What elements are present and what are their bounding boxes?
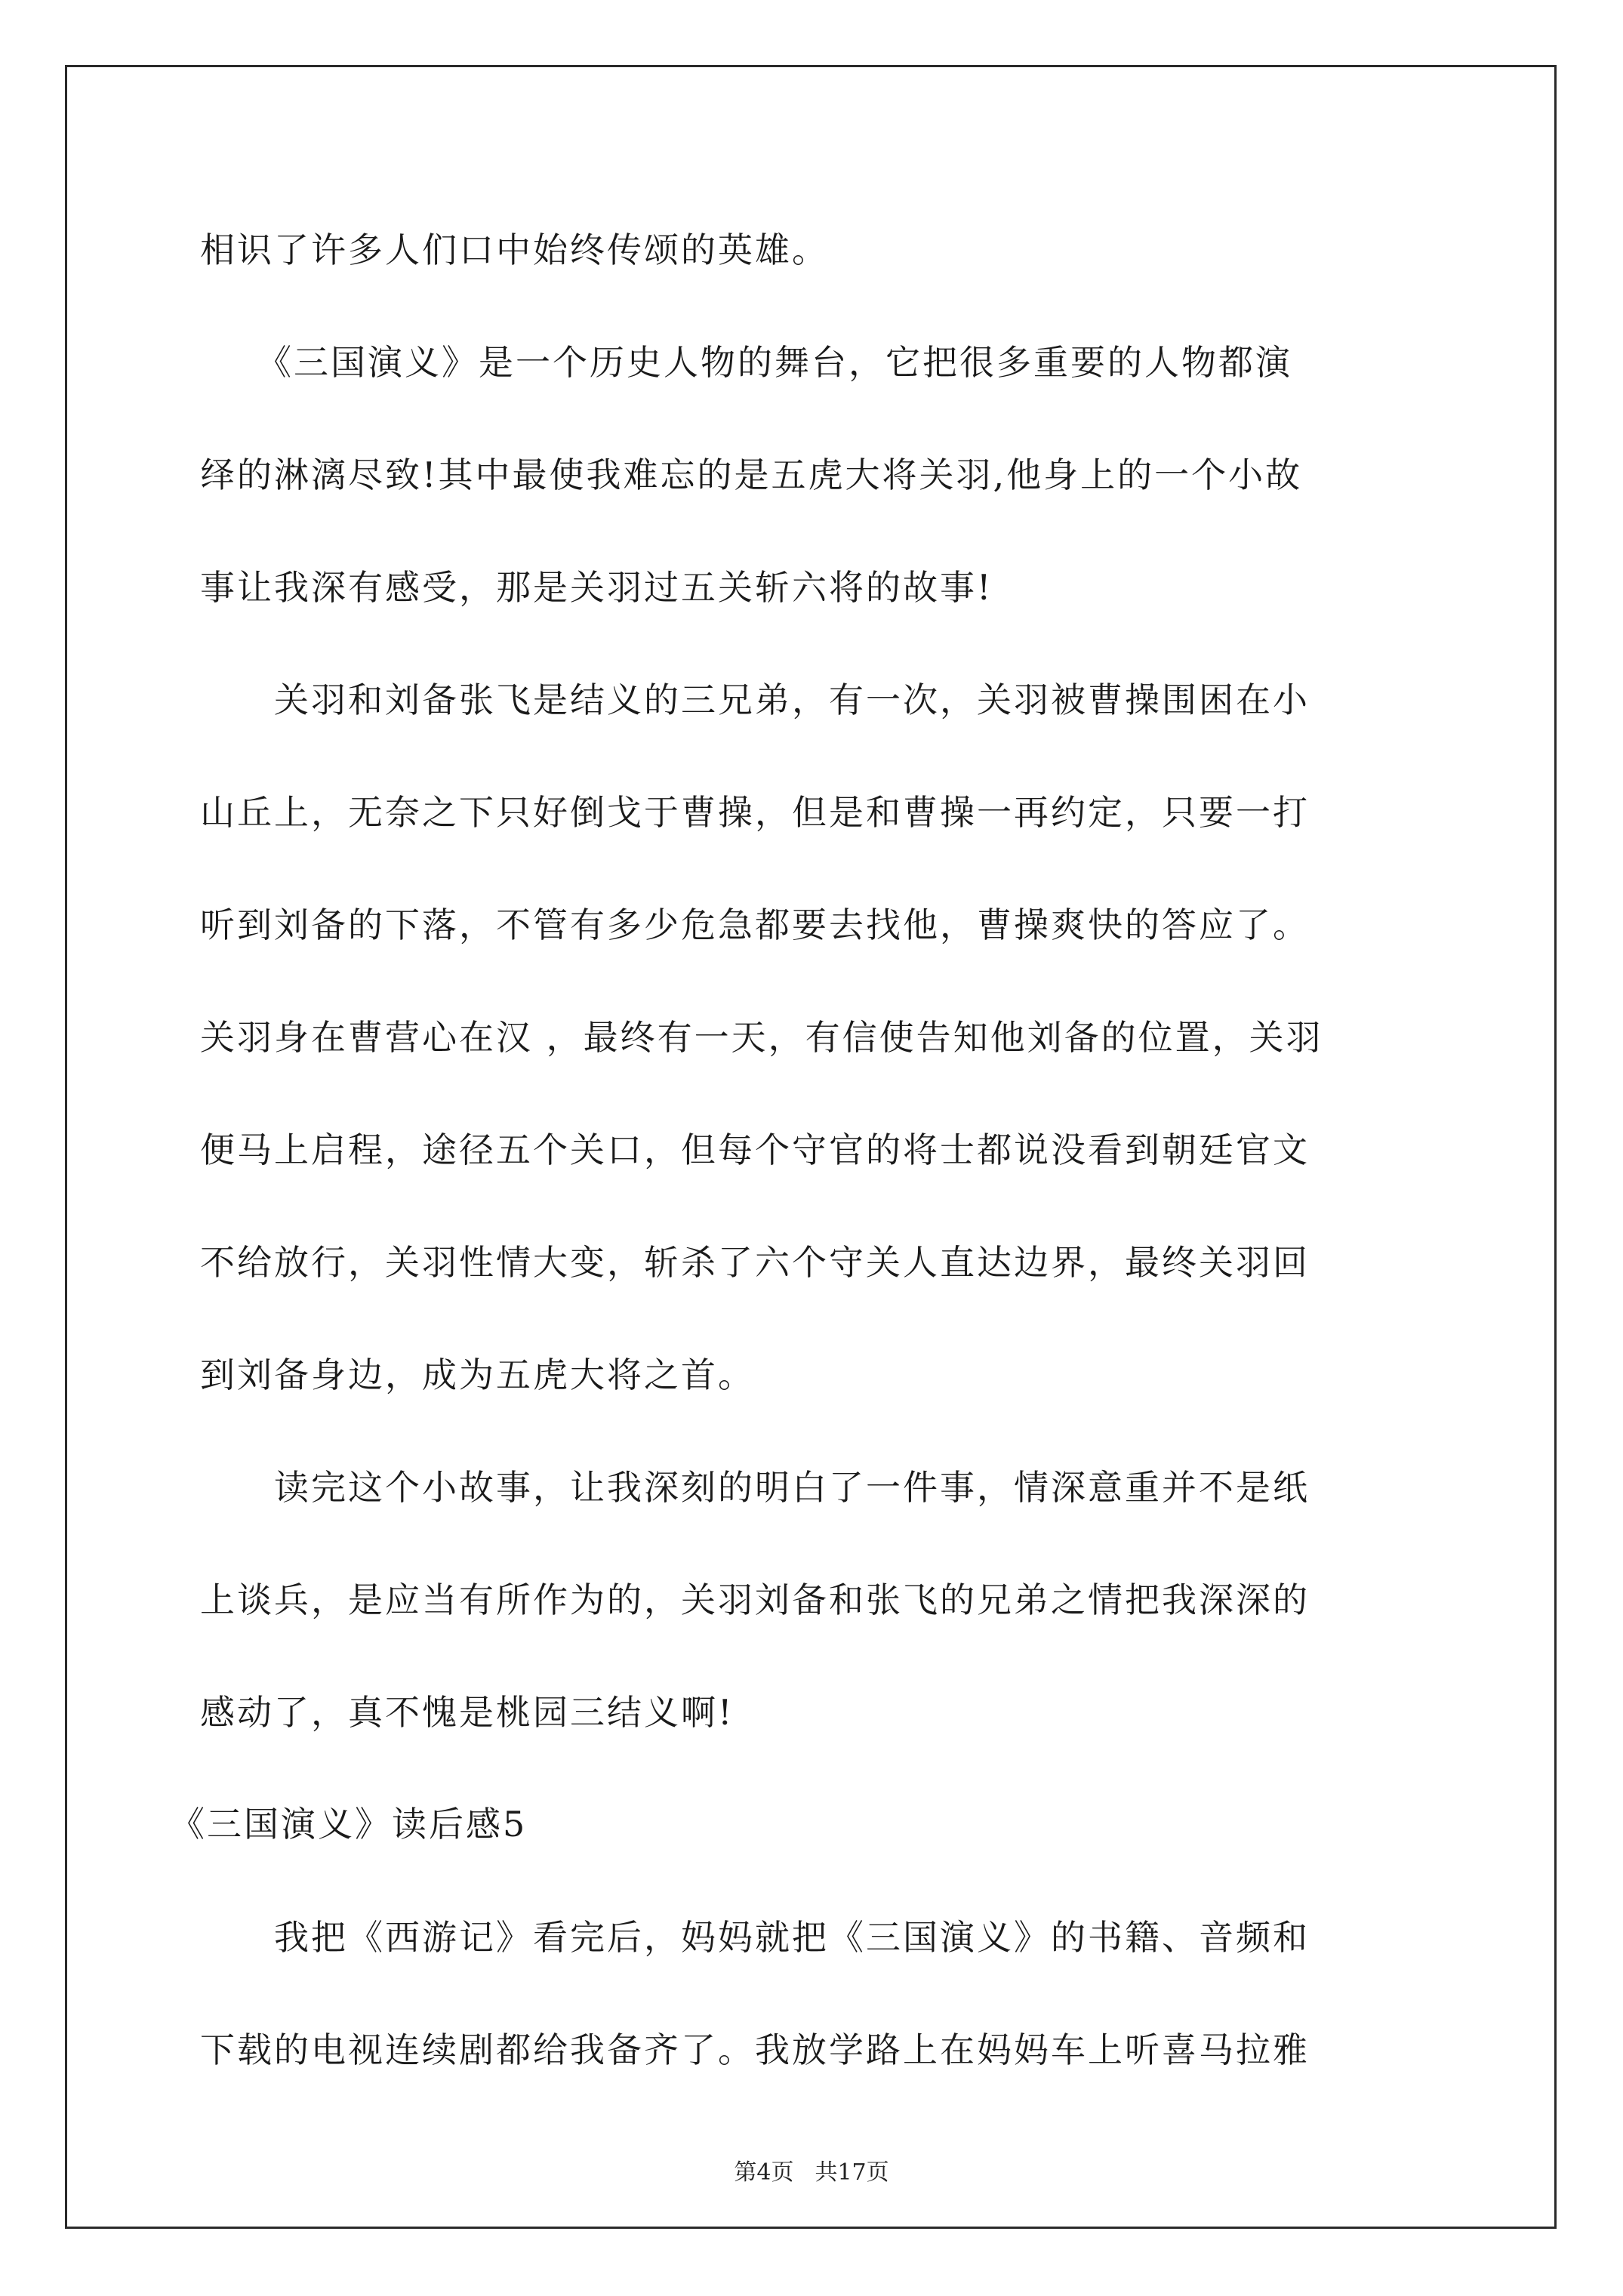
text-line: 关羽和刘备张飞是结义的三兄弟，有一次，关羽被曹操围困在小: [200, 680, 1310, 720]
text-line: 相识了许多人们口中始终传颂的英雄。: [200, 230, 829, 270]
text-line: 听到刘备的下落，不管有多少危急都要去找他，曹操爽快的答应了。: [200, 905, 1310, 945]
text-line: 感动了，真不愧是桃园三结义啊!: [200, 1692, 735, 1733]
text-line: 不给放行，关羽性情大变，斩杀了六个守关人直达边界，最终关羽回: [200, 1242, 1310, 1283]
text-line: 关羽身在曹营心在汉 ，最终有一天，有信使告知他刘备的位置，关羽: [200, 1017, 1323, 1058]
page-number: 第4页: [734, 2159, 794, 2186]
text-line: 我把《西游记》看完后，妈妈就把《三国演义》的书籍、音频和: [200, 1917, 1310, 1958]
section-heading: 《三国演义》读后感5: [170, 1804, 528, 1845]
text-line: 事让我深有感受，那是关羽过五关斩六将的故事!: [200, 567, 993, 608]
text-line: 读完这个小故事，让我深刻的明白了一件事，情深意重并不是纸: [200, 1467, 1310, 1508]
text-line: 山丘上，无奈之下只好倒戈于曹操，但是和曹操一再约定，只要一打: [200, 792, 1310, 833]
text-line: 便马上启程，途径五个关口，但每个守官的将士都说没看到朝廷官文: [200, 1130, 1310, 1170]
text-line: 到刘备身边，成为五虎大将之首。: [200, 1354, 755, 1395]
page-footer: [0, 2159, 1623, 2187]
text-line: 下载的电视连续剧都给我备齐了。我放学路上在妈妈车上听喜马拉雅: [200, 2029, 1310, 2070]
text-line: 绎的淋漓尽致!其中最使我难忘的是五虎大将关羽,他身上的一个小故: [200, 455, 1303, 495]
text-line: 上谈兵，是应当有所作为的，关羽刘备和张飞的兄弟之情把我深深的: [200, 1579, 1310, 1620]
text-line: 《三国演义》是一个历史人物的舞台，它把很多重要的人物都演: [200, 342, 1292, 383]
page-total: 共17页: [815, 2159, 889, 2186]
